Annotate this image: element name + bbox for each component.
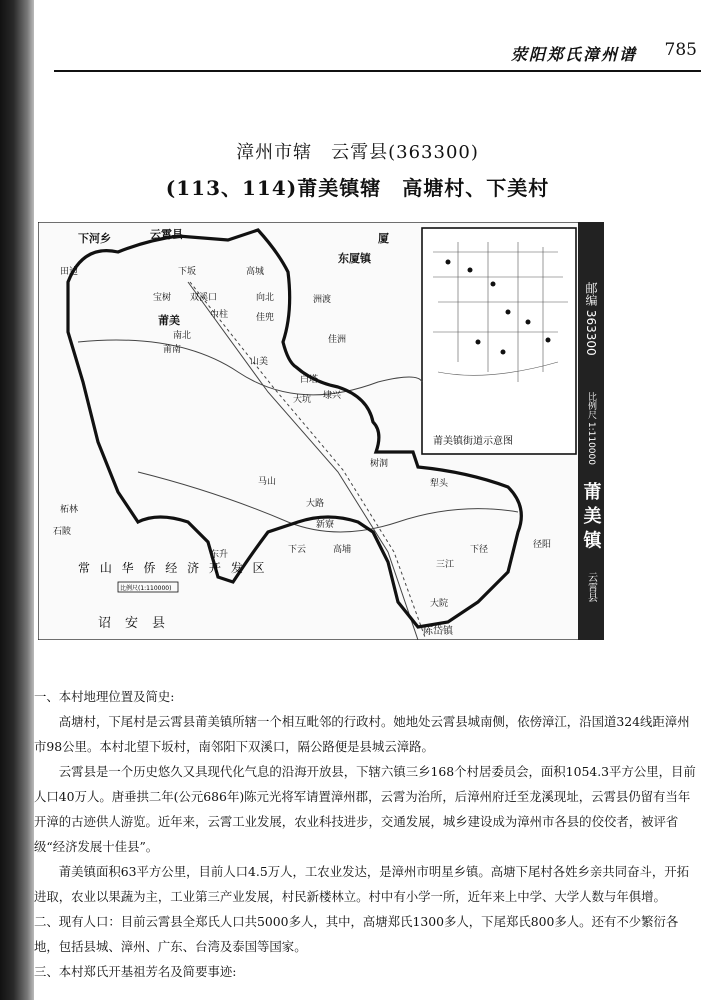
place-label: 大坑 [293,395,312,405]
paragraph: 莆美镇面积63平方公里，目前人口4.5万人，工农业发达，是漳州市明星乡镇。高塘下尾村各姓乡亲共同奋斗，开拓进取，农业以果蔬为主，工业第三产业发展，村民新楼林立。村中有小学一所，近年来上中学、大学人数与年俱增。 [34,864,690,904]
page-number: 785 [664,40,697,60]
place-label: 三江 [436,560,455,570]
paragraph: 云霄县是一个历史悠久又具现代化气息的沿海开放县，下辖六镇三乡168个村居委员会，面积1054.3平方公里，目前人口40万人。唐垂拱二年(公元686年)陈元光将军请置漳州郡，云霄为治所，后漳州府迁至龙溪现址，云霄县仍留有当年开漳的古迹供人游览。近年来，云霄工业发展，农业科技进步，交通发展，城乡建设成为漳州市各县的佼佼者，被评省级“经济发展十佳县”。 [34,764,696,854]
village-heading: (113、114)莆美镇辖 高塘村、下美村 [165,176,550,200]
place-label: 下云 [288,545,307,555]
place-label: 田边 [60,267,79,277]
town-map [38,222,604,640]
page-header [34,30,715,70]
side-scale: 比例尺 1:110000 [586,392,596,465]
place-label: 下径 [470,545,489,555]
place-label: 厦 [378,232,389,245]
side-town: 莆 美 镇 [580,482,602,549]
place-label: 山美 [250,357,269,367]
place-label: 石陂 [53,527,72,537]
place-label: 诏安县 [98,616,180,631]
place-label: 下坂 [178,267,197,277]
place-label: 宝树 [153,293,172,303]
place-label: 云霄县 [150,228,183,241]
place-label: 径阳 [533,540,552,550]
place-label: 佳洲 [328,335,347,345]
place-label: 中柱 [210,310,229,320]
jurisdiction-heading: 漳州市辖 云霄县(363300) [236,142,479,163]
inset-title: 莆美镇街道示意图 [433,436,513,447]
side-code: 邮编 363300 [584,282,598,356]
place-label: 大路 [306,499,325,509]
place-label: 犁头 [430,479,449,489]
place-label: 东升 [210,550,229,560]
place-label: 东厦镇 [338,252,371,265]
place-label: 马山 [258,477,277,487]
section-heading: 二、现有人口：目前云霄县全郑氏人口共5000多人，其中，高塘郑氏1300多人，下尾郑氏800多人。还有不少繁衍各地，包括县城、漳州、广东、台湾及泰国等国家。 [34,914,679,954]
place-label: 埭兴 [323,391,342,401]
place-label: 下河乡 [78,232,111,245]
paragraph: 高塘村，下尾村是云霄县莆美镇所辖一个相互毗邻的行政村。她地处云霄县城南侧，依傍漳江，沿国道324线距漳州市98公里。本村北望下坂村，南邻阳下双溪口，隔公路便是县城云漳路。 [34,714,690,754]
place-label: 佳兜 [256,313,275,323]
place-label: 高城 [246,267,265,277]
place-label: 莆南 [163,345,182,355]
place-label: 树洞 [370,459,389,469]
running-title: 荥阳郑氏漳州谱 [510,45,637,64]
section-heading: 三、本村郑氏开基祖芳名及简要事迹: [34,964,237,979]
place-label: 南北 [173,331,192,341]
place-label: 莆美 [158,314,180,327]
body-text [34,684,697,984]
place-label: 向北 [256,293,275,303]
section-heading: 一、本村地理位置及简史: [34,689,175,704]
scale-note: 比例尺(1:110000) [120,585,172,592]
place-label: 高埔 [333,545,352,555]
place-label: 陈岱镇 [423,626,453,637]
place-label: 双溪口 [190,293,218,303]
header-rule [54,70,701,72]
place-label: 新寮 [316,520,335,530]
zone-label: 常 山 华 侨 经 济 开 发 区 [78,561,268,575]
place-label: 洲渡 [313,295,332,305]
place-label: 柘林 [60,505,79,515]
place-label: 大院 [430,599,449,609]
place-label: 白塔 [300,375,319,385]
side-small: 云霄县 [585,572,597,602]
